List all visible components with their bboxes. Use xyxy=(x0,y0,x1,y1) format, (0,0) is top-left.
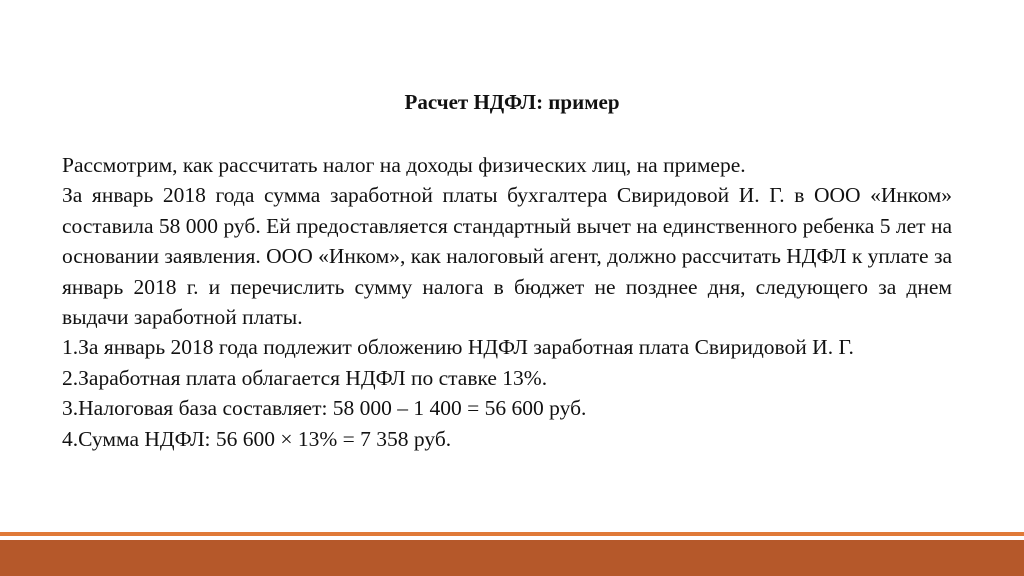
slide-body xyxy=(62,150,952,454)
step-2-paragraph: 2.Заработная плата облагается НДФЛ по ставке 13%. xyxy=(62,365,548,390)
step-1-paragraph: 1.За январь 2018 года подлежит обложению НДФЛ заработная плата Свиридовой И. Г. xyxy=(62,335,854,360)
slide-title: Расчет НДФЛ: пример xyxy=(404,90,620,114)
footer-stripe xyxy=(0,532,1024,536)
footer-band xyxy=(0,540,1024,576)
step-3-paragraph: 3.Налоговая база составляет: 58 000 – 1 400 = 56 600 руб. xyxy=(62,396,587,421)
example-paragraph: За январь 2018 года сумма заработной платы бухгалтера Свиридовой И. Г. в ООО «Инком» составила 58 000 руб. Ей предоставляется стандартный вычет на единственного ребенка 5 лет на основании заявления. ООО «Инком», как налоговый агент, должно рассчитать НДФЛ к уплате за январь 2018 г. и перечислить сумму налога в бюджет не позднее дня, следующего за днем выдачи заработной платы. xyxy=(62,183,952,330)
step-4-paragraph: 4.Сумма НДФЛ: 56 600 × 13% = 7 358 руб. xyxy=(62,426,452,451)
intro-paragraph: Рассмотрим, как рассчитать налог на доходы физических лиц, на примере. xyxy=(62,153,746,177)
